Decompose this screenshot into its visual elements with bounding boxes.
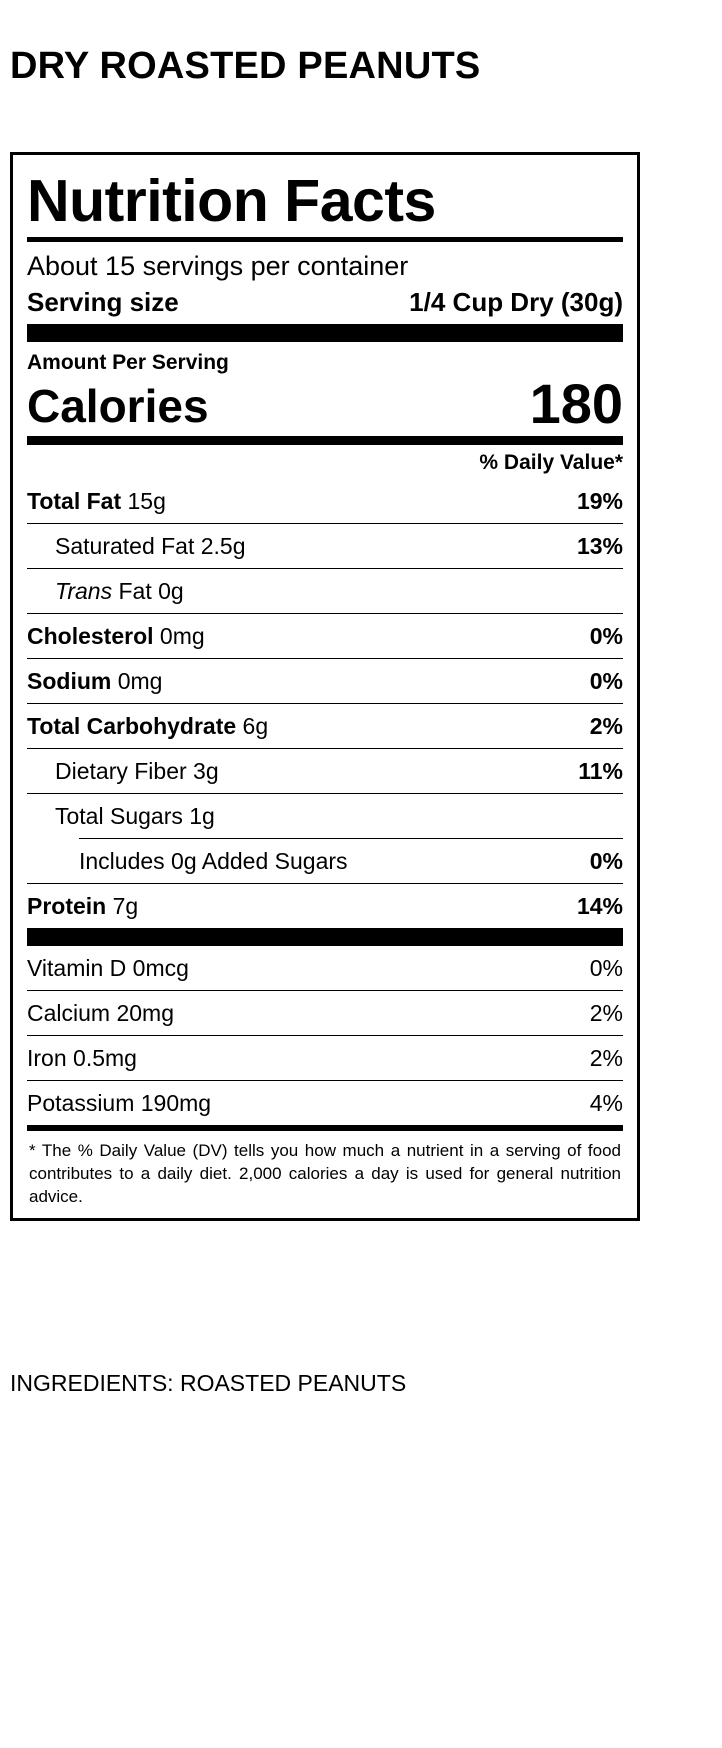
calories-label: Calories bbox=[27, 380, 209, 432]
table-row bbox=[27, 1081, 623, 1126]
calories-row bbox=[27, 372, 623, 436]
ingredients-statement: INGREDIENTS: ROASTED PEANUTS bbox=[10, 1370, 407, 1396]
amount-per-serving-label: Amount Per Serving bbox=[27, 351, 229, 374]
nutrient-name: Saturated Fat bbox=[55, 533, 195, 559]
nutrient-name: Sodium bbox=[27, 668, 112, 694]
nutrient-dv: 0% bbox=[589, 848, 623, 874]
calories-value: 180 bbox=[529, 372, 623, 435]
table-row bbox=[27, 704, 623, 749]
divider-serving bbox=[27, 324, 623, 342]
nutrient-amount: 0mg bbox=[159, 623, 205, 649]
nutrition-facts-panel bbox=[10, 152, 640, 1221]
nutrient-name: Protein bbox=[27, 893, 107, 919]
table-row bbox=[27, 839, 623, 884]
nutrient-amount: 2.5g bbox=[200, 533, 246, 559]
divider-protein bbox=[27, 928, 623, 946]
nutrient-dv: 19% bbox=[576, 488, 623, 514]
serving-size-row bbox=[27, 286, 623, 324]
nutrient-amount: 7g bbox=[112, 893, 139, 919]
nutrient-name: Iron 0.5mg bbox=[27, 1045, 137, 1071]
table-row bbox=[27, 524, 623, 569]
divider-calories bbox=[27, 436, 623, 445]
nutrient-amount: 15g bbox=[127, 488, 166, 514]
nutrient-amount: 6g bbox=[242, 713, 269, 739]
table-row bbox=[27, 884, 623, 928]
nutrient-amount: 1g bbox=[189, 803, 215, 829]
nutrient-dv: 2% bbox=[589, 713, 623, 739]
nutrient-amount: 3g bbox=[193, 758, 219, 784]
nutrient-name: Includes 0g Added Sugars bbox=[79, 848, 348, 874]
servings-per-container: About 15 servings per container bbox=[27, 251, 409, 281]
nutrient-dv: 14% bbox=[576, 893, 623, 919]
table-row bbox=[27, 659, 623, 704]
nutrient-dv: 13% bbox=[576, 533, 623, 559]
daily-value-footnote: * The % Daily Value (DV) tells you how much a nutrient in a serving of food contributes to a daily diet. 2,000 calories a day is used for general nutrition advice. bbox=[29, 1141, 621, 1206]
nutrient-amount: Fat 0g bbox=[118, 578, 184, 604]
table-row bbox=[27, 946, 623, 991]
nutrient-name: Total Fat bbox=[27, 488, 122, 514]
nutrient-amount: 0mg bbox=[117, 668, 163, 694]
table-row bbox=[27, 479, 623, 524]
table-row bbox=[27, 614, 623, 659]
nutrient-name: Calcium 20mg bbox=[27, 1000, 174, 1026]
table-row bbox=[27, 1036, 623, 1081]
nutrient-name: Cholesterol bbox=[27, 623, 154, 649]
serving-size-label: Serving size bbox=[27, 287, 179, 317]
nutrient-name: Trans bbox=[55, 578, 113, 604]
nutrient-name: Dietary Fiber bbox=[55, 758, 187, 784]
nutrient-dv: 0% bbox=[589, 623, 623, 649]
table-row bbox=[27, 991, 623, 1036]
nutrient-dv: 2% bbox=[589, 1045, 623, 1071]
nutrient-dv: 11% bbox=[578, 758, 623, 784]
serving-size-value: 1/4 Cup Dry (30g) bbox=[409, 287, 623, 317]
nutrient-name: Potassium 190mg bbox=[27, 1090, 212, 1116]
table-row bbox=[27, 749, 623, 794]
daily-value-header: % Daily Value* bbox=[479, 451, 623, 474]
nutrition-facts-heading: Nutrition Facts bbox=[27, 168, 436, 234]
table-row bbox=[27, 569, 623, 614]
nutrient-dv: 0% bbox=[589, 955, 623, 981]
nutrient-name: Total Sugars bbox=[55, 803, 183, 829]
table-row bbox=[27, 794, 623, 838]
page-title: DRY ROASTED PEANUTS bbox=[10, 45, 481, 87]
nutrient-dv: 2% bbox=[589, 1000, 623, 1026]
nutrient-dv: 4% bbox=[589, 1090, 623, 1116]
nutrient-dv: 0% bbox=[589, 668, 623, 694]
nutrient-name: Vitamin D 0mcg bbox=[27, 955, 189, 981]
nutrient-name: Total Carbohydrate bbox=[27, 713, 237, 739]
